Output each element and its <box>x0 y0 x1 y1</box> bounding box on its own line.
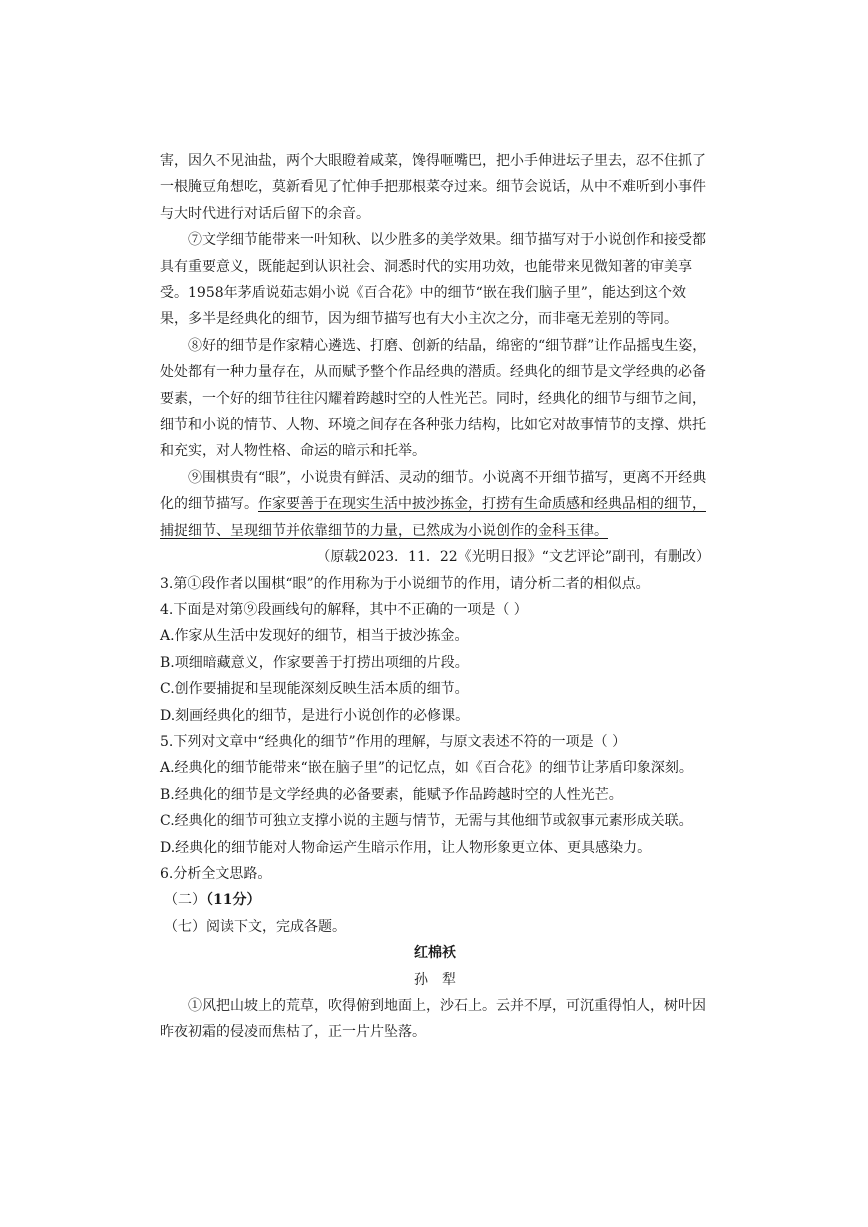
source-citation: （原载2023．11．22《光明日报》“文艺评论”副刊，有删改） <box>316 549 710 566</box>
question-4-option-b: B.项细暗藏意义，作家要善于打捞出项细的片段。 <box>160 654 469 671</box>
section-2-subheading: （七）阅读下文，完成各题。 <box>164 918 346 935</box>
story-title: 红棉袄 <box>414 945 456 962</box>
question-6: 6.分析全文思路。 <box>160 865 272 882</box>
document-content <box>160 148 710 1046</box>
section-2-heading <box>160 887 710 913</box>
section-2-number: （二） <box>164 892 206 909</box>
question-5-option-d: D.经典化的细节能对人物命运产生暗示作用，让人物形象更立体、更具感染力。 <box>160 839 652 856</box>
section-2-score: （11分） <box>206 892 261 909</box>
question-4-option-a: A.作家从生活中发现好的细节，相当于披沙拣金。 <box>160 628 469 645</box>
question-5-option-b: B.经典化的细节是文学经典的必备要素，能赋予作品跨越时空的人性光芒。 <box>160 786 623 803</box>
question-4: 4.下面是对第⑨段画线句的解释，其中不正确的一项是（ ） <box>160 601 528 618</box>
paragraph-9 <box>160 465 710 544</box>
story-author: 孙犁 <box>414 971 470 988</box>
question-4-option-c: C.创作要捕捉和呈现能深刻反映生活本质的细节。 <box>160 681 469 698</box>
question-5-option-a: A.经典化的细节能带来“嵌在脑子里”的记忆点，如《百合花》的细节让茅盾印象深刻。 <box>160 760 693 777</box>
question-5: 5.下列对文章中“经典化的细节”作用的理解，与原文表述不符的一项是（ ） <box>160 733 627 750</box>
question-5-option-c: C.经典化的细节可独立支撑小说的主题与情节，无需与其他细节或叙事元素形成关联。 <box>160 813 693 830</box>
paragraph-9-text: ⑨围棋贵有“眼”，小说贵有鲜活、灵动的细节。小说离不开细节描写，更离不开经典化的细节描写。 <box>160 469 707 513</box>
question-3: 3.第①段作者以围棋“眼”的作用称为于小说细节的作用，请分析二者的相似点。 <box>160 575 650 592</box>
paragraph-9-underlined-sentence: 作家要善于在现实生活中披沙拣金，打捞有生命质感和经典品相的细节，捕捉细节、呈现细节并依靠细节的力量，已然成为小说创作的金科玉律。 <box>160 496 706 539</box>
question-4-option-d: D.刻画经典化的细节，是进行小说创作的必修课。 <box>160 707 470 724</box>
story-paragraph-1: ①风把山坡上的荒草，吹得俯到地面上，沙石上。云并不厚，可沉重得怕人，树叶因昨夜初霜的侵凌而焦枯了，正一片片坠落。 <box>160 998 706 1041</box>
paragraph-8: ⑧好的细节是作家精心遴选、打磨、创新的结晶，绵密的“细节群”让作品摇曳生姿，处处都有一种力量存在，从而赋予整个作品经典的潜质。经典化的细节是文学经典的必备要素，一个好的细节往往闪耀着跨越时空的人性光芒。同时，经典化的细节与细节之间，细节和小说的情节、人物、环境之间存在各种张力结构，比如它对故事情节的支撑、烘托和充实，对人物性格、命运的暗示和托举。 <box>160 337 707 460</box>
paragraph-6-tail: 害，因久不见油盐，两个大眼瞪着咸菜，馋得咂嘴巴，把小手伸进坛子里去，忍不住抓了一根腌豆角想吃，莫新看见了忙伸手把那根菜夺过来。细节会说话，从中不难听到小事件与大时代进行对话后留下的余音。 <box>160 153 706 222</box>
paragraph-7: ⑦文学细节能带来一叶知秋、以少胜多的美学效果。细节描写对于小说创作和接受都具有重要意义，既能起到认识社会、洞悉时代的实用功效，也能带来见微知著的审美享受。1958年茅盾说茹志娟小说《百合花》中的细节“嵌在我们脑子里”，能达到这个效果，多半是经典化的细节，因为细节描写也有大小主次之分，而非毫无差别的等同。 <box>160 232 706 328</box>
